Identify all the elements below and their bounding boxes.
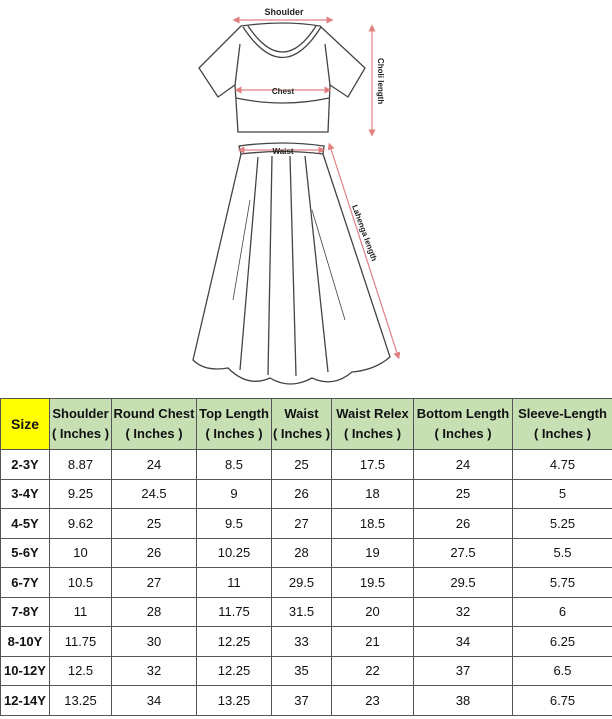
table-row: [1, 686, 612, 716]
cell-waist: 35: [272, 656, 332, 686]
cell-size: 6-7Y: [1, 568, 50, 598]
cell-waist-relex: 23: [332, 686, 414, 716]
header-bottom-length: Bottom Length ( Inches ): [414, 399, 513, 450]
cell-round-chest: 28: [112, 597, 197, 627]
header-shoulder: Shoulder ( Inches ): [50, 399, 112, 450]
cell-round-chest: 24: [112, 450, 197, 480]
cell-waist: 29.5: [272, 568, 332, 598]
cell-top-length: 9: [197, 479, 272, 509]
cell-waist-relex: 19.5: [332, 568, 414, 598]
cell-shoulder: 13.25: [50, 686, 112, 716]
cell-waist-relex: 22: [332, 656, 414, 686]
header-sleeve-length: Sleeve-Length ( Inches ): [513, 399, 612, 450]
cell-waist: 28: [272, 538, 332, 568]
lahenga-length-arrow: [330, 146, 398, 356]
cell-sleeve-length: 5.5: [513, 538, 612, 568]
waist-label: Waist: [272, 147, 294, 156]
cell-bottom-length: 34: [414, 627, 513, 657]
table-body: [1, 450, 612, 716]
choli-length-label: Choli length: [376, 58, 385, 105]
cell-waist: 37: [272, 686, 332, 716]
cell-shoulder: 12.5: [50, 656, 112, 686]
header-round-chest: Round Chest ( Inches ): [112, 399, 197, 450]
cell-bottom-length: 25: [414, 479, 513, 509]
cell-waist-relex: 19: [332, 538, 414, 568]
cell-waist-relex: 21: [332, 627, 414, 657]
cell-waist-relex: 17.5: [332, 450, 414, 480]
cell-waist: 27: [272, 509, 332, 539]
table-row: [1, 597, 612, 627]
table-row: [1, 479, 612, 509]
header-waist: Waist ( Inches ): [272, 399, 332, 450]
cell-top-length: 11: [197, 568, 272, 598]
header-top-length: Top Length ( Inches ): [197, 399, 272, 450]
cell-sleeve-length: 6.75: [513, 686, 612, 716]
cell-waist: 31.5: [272, 597, 332, 627]
cell-sleeve-length: 4.75: [513, 450, 612, 480]
header-size: Size: [1, 399, 50, 450]
cell-sleeve-length: 6.25: [513, 627, 612, 657]
cell-bottom-length: 29.5: [414, 568, 513, 598]
cell-sleeve-length: 5.25: [513, 509, 612, 539]
cell-shoulder: 9.25: [50, 479, 112, 509]
table-row: [1, 627, 612, 657]
cell-shoulder: 9.62: [50, 509, 112, 539]
cell-shoulder: 11: [50, 597, 112, 627]
header-waist-relex: Waist Relex ( Inches ): [332, 399, 414, 450]
cell-round-chest: 30: [112, 627, 197, 657]
cell-waist-relex: 18.5: [332, 509, 414, 539]
cell-round-chest: 26: [112, 538, 197, 568]
cell-waist: 33: [272, 627, 332, 657]
cell-size: 2-3Y: [1, 450, 50, 480]
cell-size: 10-12Y: [1, 656, 50, 686]
cell-size: 5-6Y: [1, 538, 50, 568]
table-row: [1, 450, 612, 480]
cell-sleeve-length: 5: [513, 479, 612, 509]
lahenga-length-label: Lahenga length: [350, 203, 379, 263]
cell-bottom-length: 24: [414, 450, 513, 480]
cell-top-length: 13.25: [197, 686, 272, 716]
cell-round-chest: 32: [112, 656, 197, 686]
table-row: [1, 509, 612, 539]
cell-round-chest: 34: [112, 686, 197, 716]
cell-size: 8-10Y: [1, 627, 50, 657]
cell-top-length: 9.5: [197, 509, 272, 539]
cell-shoulder: 10.5: [50, 568, 112, 598]
cell-top-length: 8.5: [197, 450, 272, 480]
cell-sleeve-length: 6: [513, 597, 612, 627]
cell-bottom-length: 37: [414, 656, 513, 686]
cell-bottom-length: 38: [414, 686, 513, 716]
table-header-row: [1, 399, 612, 450]
cell-sleeve-length: 5.75: [513, 568, 612, 598]
cell-top-length: 12.25: [197, 627, 272, 657]
cell-top-length: 10.25: [197, 538, 272, 568]
chest-label: Chest: [271, 87, 295, 96]
cell-shoulder: 10: [50, 538, 112, 568]
table-row: [1, 568, 612, 598]
cell-size: 12-14Y: [1, 686, 50, 716]
cell-waist: 26: [272, 479, 332, 509]
cell-size: 3-4Y: [1, 479, 50, 509]
cell-waist-relex: 18: [332, 479, 414, 509]
cell-bottom-length: 26: [414, 509, 513, 539]
cell-size: 7-8Y: [1, 597, 50, 627]
cell-top-length: 11.75: [197, 597, 272, 627]
shoulder-label: Shoulder: [264, 7, 304, 17]
table-row: [1, 656, 612, 686]
cell-round-chest: 25: [112, 509, 197, 539]
size-chart-table: [0, 398, 612, 716]
cell-bottom-length: 32: [414, 597, 513, 627]
cell-waist-relex: 20: [332, 597, 414, 627]
cell-sleeve-length: 6.5: [513, 656, 612, 686]
cell-round-chest: 27: [112, 568, 197, 598]
table-row: [1, 538, 612, 568]
cell-shoulder: 8.87: [50, 450, 112, 480]
cell-shoulder: 11.75: [50, 627, 112, 657]
cell-bottom-length: 27.5: [414, 538, 513, 568]
lahenga-illustration: [193, 143, 390, 384]
choli-illustration: [199, 23, 365, 132]
cell-round-chest: 24.5: [112, 479, 197, 509]
cell-size: 4-5Y: [1, 509, 50, 539]
cell-waist: 25: [272, 450, 332, 480]
cell-top-length: 12.25: [197, 656, 272, 686]
